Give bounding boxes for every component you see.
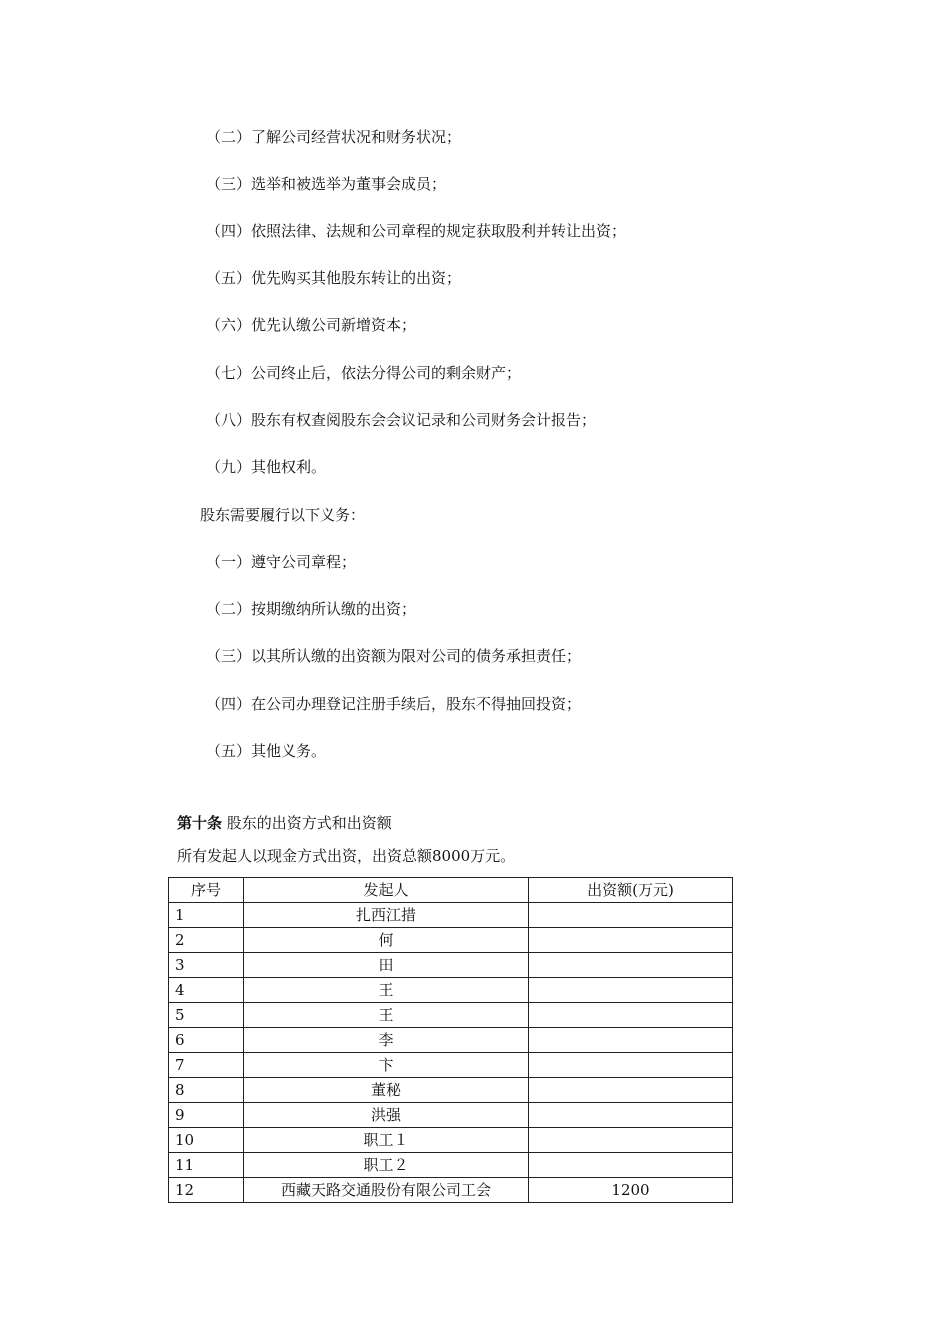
- row-no: 3: [169, 953, 244, 978]
- right-item-5: （五）优先购买其他股东转让的出资；: [206, 269, 462, 287]
- obligations-intro: 股东需要履行以下义务：: [200, 506, 366, 524]
- obligation-item-3: （三）以其所认缴的出资额为限对公司的债务承担责任；: [206, 647, 582, 665]
- table-row: [169, 1103, 733, 1128]
- row-name: 职工１: [244, 1128, 529, 1153]
- right-item-9: （九）其他权利。: [206, 458, 327, 476]
- table-header-row: [169, 878, 733, 903]
- row-name: 洪强: [244, 1103, 529, 1128]
- article-description: 所有发起人以现金方式出资，出资总额8000万元。: [177, 847, 516, 865]
- table-row: [169, 1128, 733, 1153]
- right-item-6: （六）优先认缴公司新增资本；: [206, 316, 417, 334]
- row-no: 11: [169, 1153, 244, 1178]
- table-row: [169, 1053, 733, 1078]
- obligation-item-2: （二）按期缴纳所认缴的出资；: [206, 600, 417, 618]
- row-name: 职工２: [244, 1153, 529, 1178]
- table-row: [169, 903, 733, 928]
- obligation-item-5: （五）其他义务。: [206, 742, 327, 760]
- row-amount: [529, 1078, 733, 1103]
- table-row: [169, 953, 733, 978]
- table-row: [169, 1028, 733, 1053]
- row-no: 12: [169, 1178, 244, 1203]
- row-name: 西藏天路交通股份有限公司工会: [244, 1178, 529, 1203]
- right-item-4: （四）依照法律、法规和公司章程的规定获取股利并转让出资；: [206, 222, 627, 240]
- table-row: [169, 978, 733, 1003]
- shareholder-contribution-table: [168, 877, 733, 1203]
- right-item-8: （八）股东有权查阅股东会会议记录和公司财务会计报告；: [206, 411, 597, 429]
- row-amount: [529, 953, 733, 978]
- row-no: 4: [169, 978, 244, 1003]
- row-amount: 1200: [529, 1178, 733, 1203]
- row-no: 10: [169, 1128, 244, 1153]
- row-name: 卞: [244, 1053, 529, 1078]
- table-row: [169, 1153, 733, 1178]
- obligation-item-1: （一）遵守公司章程；: [206, 553, 357, 571]
- right-item-2: （二）了解公司经营状况和财务状况；: [206, 128, 462, 146]
- article-heading: [177, 813, 392, 833]
- right-item-7: （七）公司终止后，依法分得公司的剩余财产；: [206, 364, 522, 382]
- row-name: 王: [244, 1003, 529, 1028]
- row-amount: [529, 1053, 733, 1078]
- row-amount: [529, 928, 733, 953]
- row-name: 董秘: [244, 1078, 529, 1103]
- row-name: 何: [244, 928, 529, 953]
- table-row: [169, 1178, 733, 1203]
- header-amount: 出资额(万元): [529, 878, 733, 903]
- header-no: 序号: [169, 878, 244, 903]
- row-no: 5: [169, 1003, 244, 1028]
- row-amount: [529, 1128, 733, 1153]
- row-no: 2: [169, 928, 244, 953]
- row-name: 李: [244, 1028, 529, 1053]
- row-name: 扎西江措: [244, 903, 529, 928]
- row-amount: [529, 1028, 733, 1053]
- row-amount: [529, 978, 733, 1003]
- row-name: 王: [244, 978, 529, 1003]
- row-no: 7: [169, 1053, 244, 1078]
- obligation-item-4: （四）在公司办理登记注册手续后，股东不得抽回投资；: [206, 695, 582, 713]
- table-row: [169, 1003, 733, 1028]
- header-name: 发起人: [244, 878, 529, 903]
- row-amount: [529, 1103, 733, 1128]
- row-no: 8: [169, 1078, 244, 1103]
- row-amount: [529, 1003, 733, 1028]
- table-row: [169, 928, 733, 953]
- right-item-3: （三）选举和被选举为董事会成员；: [206, 175, 447, 193]
- row-no: 6: [169, 1028, 244, 1053]
- table-row: [169, 1078, 733, 1103]
- row-amount: [529, 903, 733, 928]
- article-number: 第十条: [177, 814, 223, 832]
- row-no: 1: [169, 903, 244, 928]
- row-name: 田: [244, 953, 529, 978]
- row-amount: [529, 1153, 733, 1178]
- row-no: 9: [169, 1103, 244, 1128]
- article-title: 股东的出资方式和出资额: [226, 814, 392, 832]
